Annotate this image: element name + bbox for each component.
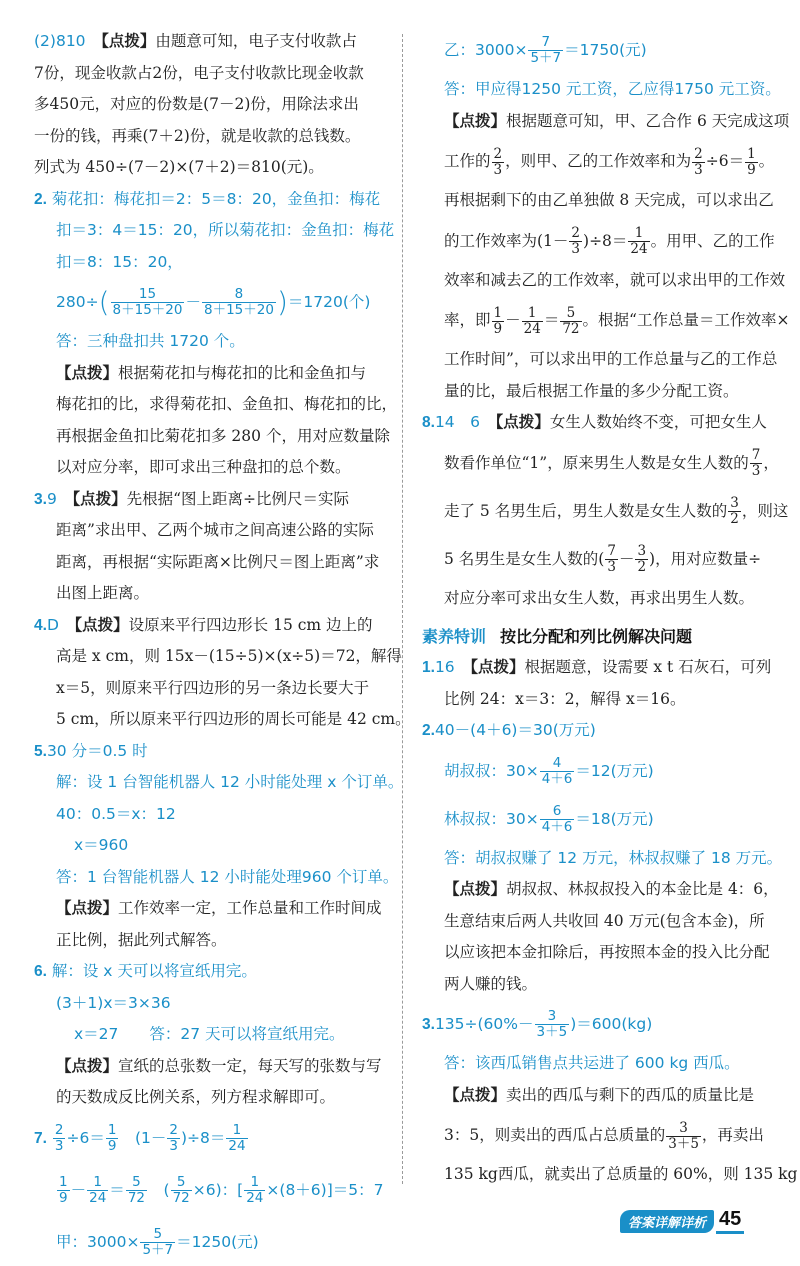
text-line: 列式为 450÷(7－2)×(7＋2)＝810(元)。 — [34, 158, 324, 176]
text-line: 距离”求出甲、乙两个城市之间高速公路的实际 — [56, 521, 374, 539]
tip-line: 【点拨】胡叔叔、林叔叔投入的本金比是 4：6， — [444, 880, 779, 898]
text-line: 量的比，最后根据工作量的多少分配工资。 — [444, 381, 739, 400]
text-line: 比例 24：x＝3：2，解得 x＝16。 — [444, 689, 686, 708]
text-line: 5 名男生是女生人数的( $\frac{7}{3}$ － $\frac{3}{2}$ )，用对应数量÷ — [444, 543, 762, 575]
text-line: 多450元，对应的份数是(7－2)份，用除法求出 — [34, 95, 359, 113]
q7-equation: 7. $\frac{2}{3}$ ÷6＝ $\frac{1}{9}$ (1－ $\frac{2}{3}$ )÷8＝ $\frac{1}{24}$ — [34, 1121, 246, 1154]
text-line: 再根据金鱼扣比菊花扣多 280 个，用对应数量除 — [56, 426, 390, 445]
text-line: x＝5，则原来平行四边形的另一条边长要大于 — [56, 678, 370, 697]
page-footer — [620, 1208, 744, 1234]
text-line: 3：5，则卖出的西瓜占总质量的 $\frac{3}{3+5}$ ，再卖出 — [444, 1119, 764, 1152]
column-divider — [402, 34, 403, 1184]
text-line: 正比例，据此列式解答。 — [56, 930, 227, 949]
text-line: 以对应分率，即可求出三种盘扣的总个数。 — [56, 458, 351, 476]
text-line: 率，即 $\frac{1}{9}$ － $\frac{1}{24}$ ＝ $\frac{5}{72}$ 。根据“工作总量＝工作效率× — [444, 304, 790, 337]
text-line: 距离，再根据“实际距离×比例尺＝图上距离”求 — [56, 552, 380, 571]
q5-answer: 答：1 台智能机器人 12 小时能处理960 个订单。 — [56, 867, 399, 886]
section-header — [422, 620, 770, 650]
q5-solution: x＝960 — [74, 836, 129, 854]
text-line: 5 cm，所以原来平行四边形的周长可能是 42 cm。 — [56, 710, 411, 728]
tip-line: 【点拨】工作效率一定，工作总量和工作时间成 — [56, 899, 382, 917]
r-equation: 乙：3000× $\frac{7}{5+7}$ ＝1750(元) — [444, 34, 647, 66]
s2-equation: 胡叔叔：30× $\frac{4}{4+6}$ ＝12(万元) — [444, 754, 654, 787]
q8-line: 8.14 6 【点拨】女生人数始终不变，可把女生人 — [422, 413, 767, 431]
s1-line: 1.16 【点拨】根据题意，设需要 x t 石灰石，可列 — [422, 658, 772, 676]
footer-label: 答案详解详析 — [620, 1210, 714, 1233]
page-number: 45 — [716, 1208, 744, 1234]
q7-equation: 甲：3000× $\frac{5}{5+7}$ ＝1250(元) — [56, 1225, 259, 1258]
section-badge: 素养特训 — [422, 626, 487, 646]
answer-line: (2)810 【点拨】由题意可知，电子支付收款占 — [34, 32, 357, 50]
s2-line: 2.40－(4＋6)＝30(万元) — [422, 721, 596, 739]
text-line: 再根据剩下的由乙单独做 8 天完成，可以求出乙 — [444, 191, 774, 209]
text-line: 数看作单位“1”，原来男生人数是女生人数的 $\frac{7}{3}$ ， — [444, 447, 779, 479]
text-line: 工作的 $\frac{2}{3}$ ，则甲、乙的工作效率和为 $\frac{2}{3}$ ÷6＝ $\frac{1}{9}$ 。 — [444, 145, 775, 178]
text-line: 以应该把本金扣除后，再按照本金的投入比分配 — [444, 943, 770, 961]
s2-equation: 林叔叔：30× $\frac{6}{4+6}$ ＝18(万元) — [444, 802, 654, 835]
text-line: 走了 5 名男生后，男生人数是女生人数的 $\frac{3}{2}$ ，则这 — [444, 495, 789, 527]
text-line: 7份，现金收款占2份，电子支付收款比现金收款 — [34, 63, 364, 82]
text-line: 的工作效率为(1－ $\frac{2}{3}$ )÷8＝ $\frac{1}{24}$ 。用甲、乙的工作 — [444, 225, 775, 257]
q2-line: 扣＝3：4＝15：20，所以菊花扣：金鱼扣：梅花 — [56, 221, 395, 239]
text-line: 135 kg西瓜，就卖出了总质量的 60%，则 135 kg — [444, 1165, 798, 1183]
q3-line: 3.9 【点拨】先根据“图上距离÷比例尺＝实际 — [34, 489, 350, 508]
text-line: 对应分率可求出女生人数，再求出男生人数。 — [444, 588, 755, 607]
tip-line: 【点拨】根据题意可知，甲、乙合作 6 天完成这项 — [444, 111, 790, 130]
q5-solution: 解：设 1 台智能机器人 12 小时能处理 x 个订单。 — [56, 773, 404, 791]
q6-solution: (3＋1)x＝3×36 — [56, 993, 171, 1012]
right-column — [422, 26, 790, 614]
q2-line: 扣＝8：15：20， — [56, 252, 183, 271]
q4-line: 4.D 【点拨】设原来平行四边形长 15 cm 边上的 — [34, 615, 373, 634]
q5-line: 5.30 分＝0.5 时 — [34, 741, 148, 760]
text-line: 一份的钱，再乘(7＋2)份，就是收款的总钱数。 — [34, 126, 361, 145]
text-line: 生意结束后两人共收回 40 万元(包含本金)，所 — [444, 911, 765, 930]
r-answer: 答：甲应得1250 元工资，乙应得1750 元工资。 — [444, 80, 781, 98]
q6-solution: x＝27 答：27 天可以将宣纸用完。 — [74, 1025, 345, 1043]
section-title: 按比分配和列比例解决问题 — [500, 626, 693, 646]
right-column-lower — [422, 652, 798, 1191]
text-line: 工作时间”，可以求出甲的工作总量与乙的工作总 — [444, 350, 778, 368]
s2-answer: 答：胡叔叔赚了 12 万元，林叔叔赚了 18 万元。 — [444, 848, 783, 867]
q2-line: 2. 菊花扣：梅花扣＝2：5＝8：20，金鱼扣：梅花 — [34, 189, 381, 208]
tip-line: 【点拨】根据菊花扣与梅花扣的比和金鱼扣与 — [56, 363, 367, 382]
tip-line: 【点拨】卖出的西瓜与剩下的西瓜的质量比是 — [444, 1085, 755, 1104]
text-line: 梅花扣的比，求得菊花扣、金鱼扣、梅花扣的比， — [56, 395, 398, 413]
q2-answer: 答：三种盘扣共 1720 个。 — [56, 332, 245, 350]
q7-equation: $\frac{1}{9}$ － $\frac{1}{24}$ ＝ $\frac{5}{72}$ ( $\frac{5}{72}$ ×6)：[ $\frac{1}{24}$ ×(8＋6)]＝5：7 — [59, 1173, 384, 1206]
s3-answer: 答：该西瓜销售点共运进了 600 kg 西瓜。 — [444, 1054, 740, 1072]
text-line: 出图上距离。 — [56, 584, 150, 602]
text-line: 效率和减去乙的工作效率，就可以求出甲的工作效 — [444, 270, 786, 289]
text-line: 两人赚的钱。 — [444, 974, 538, 993]
tip-line: 【点拨】宣纸的总张数一定，每天写的张数与写 — [56, 1056, 382, 1075]
q6-line: 6. 解：设 x 天可以将宣纸用完。 — [34, 962, 257, 980]
q2-equation: 280÷( $\frac{15}{8+15+20}$ － $\frac{8}{8+15+20}$ )＝1720(个) — [56, 285, 371, 319]
s3-equation: 3.135÷(60%－ $\frac{3}{3+5}$ )＝600(kg) — [422, 1008, 653, 1040]
left-column — [34, 26, 411, 1266]
text-line: 的天数成反比例关系，列方程求解即可。 — [56, 1088, 336, 1106]
q5-solution: 40：0.5＝x：12 — [56, 804, 176, 823]
text-line: 高是 x cm，则 15x－(15÷5)×(x÷5)＝72，解得 — [56, 647, 402, 665]
